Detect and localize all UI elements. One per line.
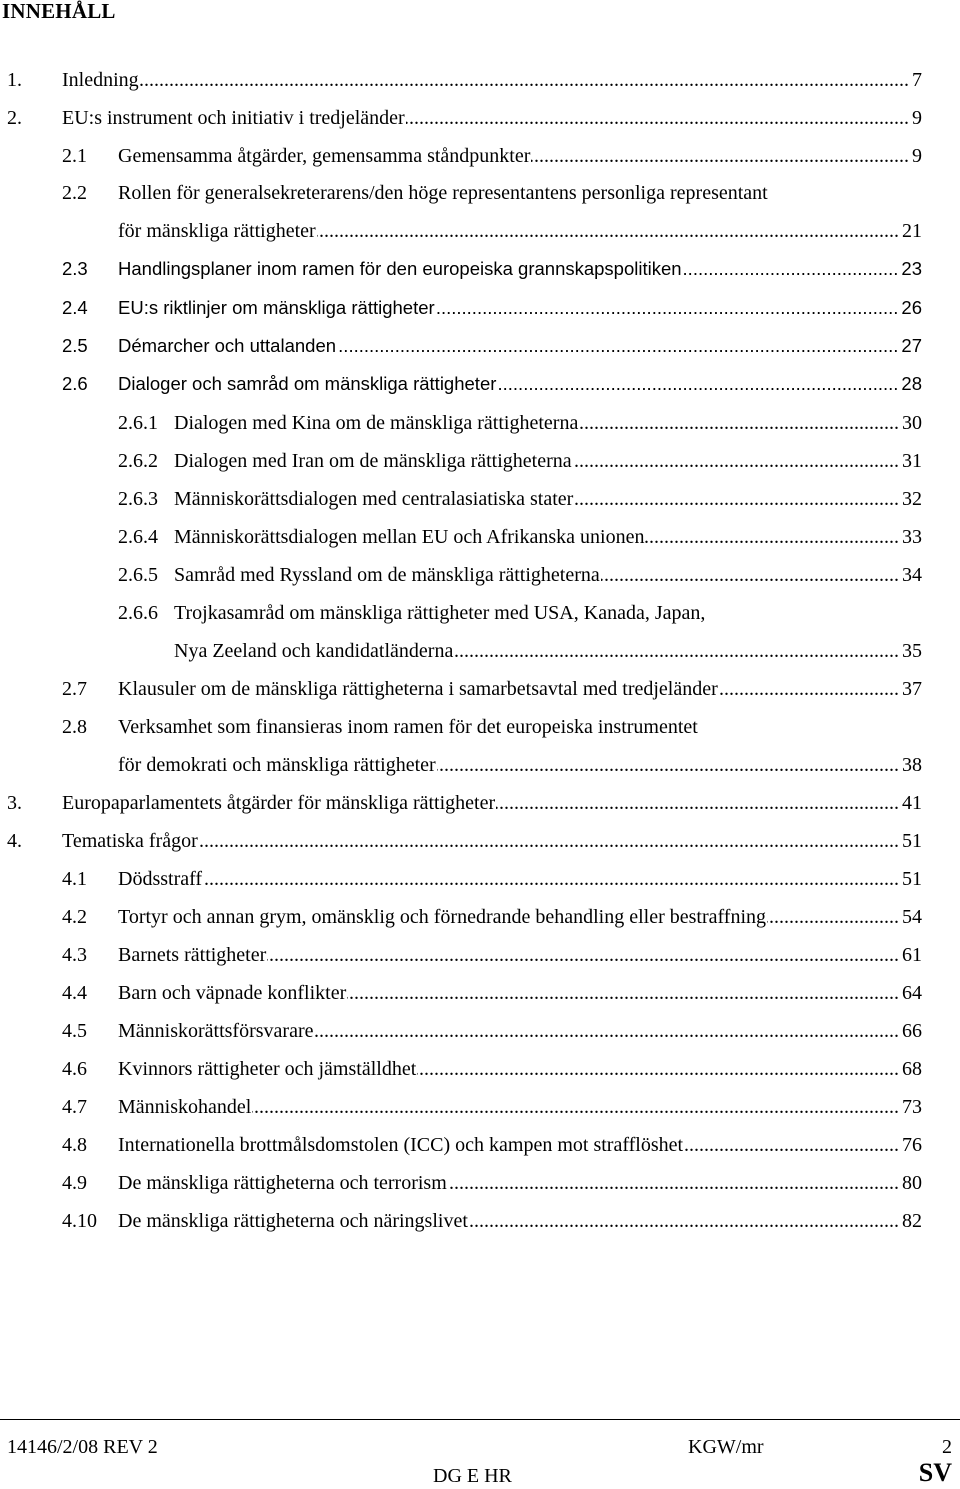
- footer-language: SV: [918, 1458, 952, 1487]
- toc-entry-page: 41: [902, 792, 922, 814]
- toc-entry-title: Démarcher och uttalanden: [118, 335, 337, 356]
- toc-entry-title: Tortyr och annan grym, omänsklig och förnedrande behandling eller bestraffning: [118, 906, 767, 928]
- toc-entry-title: Människorättsförsvarare: [118, 1020, 314, 1042]
- toc-entry-page: 32: [902, 488, 922, 510]
- toc-entry-page: 9: [912, 107, 922, 129]
- toc-entry-number: 4.10: [62, 1210, 97, 1232]
- toc-entry-number: 2.6.6: [118, 602, 158, 624]
- toc-entry-title: Barnets rättigheter: [118, 944, 267, 966]
- footer-dept: DG E HR: [433, 1465, 512, 1487]
- dot-leader: [684, 1133, 899, 1157]
- toc-entry-page: 82: [902, 1210, 922, 1232]
- dot-leader: [267, 943, 899, 967]
- toc-entry-page: 31: [902, 450, 922, 472]
- dot-leader: [337, 334, 898, 358]
- toc-entry-page: 76: [902, 1134, 922, 1156]
- dot-leader: [406, 106, 909, 130]
- dot-leader: [199, 829, 899, 853]
- toc-entry-title: Kvinnors rättigheter och jämställdhet: [118, 1058, 417, 1080]
- toc-entry-number: 2.2: [62, 182, 87, 204]
- toc-entry-number: 3.: [7, 792, 22, 814]
- toc-entry-number: 2.8: [62, 716, 87, 738]
- dot-leader: [719, 677, 899, 701]
- toc-entry-title: EU:s instrument och initiativ i tredjeländer: [62, 107, 405, 129]
- footer-author: KGW/mr: [688, 1436, 764, 1458]
- dot-leader: [574, 487, 899, 511]
- toc-entry-number: 4.: [7, 830, 22, 852]
- toc-entry-number: 2.5: [62, 335, 88, 356]
- toc-entry-title-continued: för demokrati och mänskliga rättigheter: [118, 754, 436, 776]
- dot-leader: [203, 867, 899, 891]
- dot-leader: [469, 1209, 899, 1233]
- dot-leader: [315, 1019, 900, 1043]
- toc-entry-page: 80: [902, 1172, 922, 1194]
- footer-page-number: 2: [942, 1436, 952, 1458]
- toc-entry-number: 4.9: [62, 1172, 87, 1194]
- toc-entry-number: 2.1: [62, 145, 87, 167]
- toc-entry-page: 30: [902, 412, 922, 434]
- toc-entry-page: 27: [901, 335, 922, 356]
- toc-entry-page: 34: [902, 564, 922, 586]
- footer-divider: [0, 1419, 960, 1420]
- dot-leader: [436, 296, 899, 320]
- dot-leader: [579, 411, 899, 435]
- dot-leader: [347, 981, 899, 1005]
- toc-entry-page: 64: [902, 982, 922, 1004]
- dot-leader: [645, 525, 899, 549]
- toc-entry-number: 2.6: [62, 373, 88, 394]
- toc-entry-number: 2.4: [62, 297, 88, 318]
- dot-leader: [448, 1171, 899, 1195]
- toc-heading: INNEHÅLL: [2, 0, 116, 23]
- toc-entry-page: 23: [901, 258, 922, 279]
- toc-entry-title: Rollen för generalsekreterarens/den höge representantens personliga representant: [118, 182, 768, 204]
- toc-entry-page: 35: [902, 640, 922, 662]
- toc-entry-number: 2.6.3: [118, 488, 158, 510]
- toc-entry-number: 4.3: [62, 944, 87, 966]
- toc-entry-page: 7: [912, 69, 922, 91]
- toc-entry-number: 2.6.1: [118, 412, 158, 434]
- toc-entry-page: 33: [902, 526, 922, 548]
- toc-entry-number: 2.7: [62, 678, 87, 700]
- footer-doc-ref: 14146/2/08 REV 2: [7, 1436, 158, 1458]
- toc-entry-title-continued: Nya Zeeland och kandidatländerna: [174, 640, 454, 662]
- dot-leader: [437, 753, 899, 777]
- toc-entry-title: Dialoger och samråd om mänskliga rättigheter: [118, 373, 497, 394]
- toc-entry-number: 2.6.4: [118, 526, 158, 548]
- toc-entry-page: 61: [902, 944, 922, 966]
- dot-leader: [317, 219, 899, 243]
- toc-entry-title: Handlingsplaner inom ramen för den europeiska grannskapspolitiken: [118, 258, 682, 279]
- toc-entry-number: 4.6: [62, 1058, 87, 1080]
- toc-entry-page: 9: [912, 145, 922, 167]
- toc-entry-title: De mänskliga rättigheterna och terrorism: [118, 1172, 447, 1194]
- toc-entry-number: 4.7: [62, 1096, 87, 1118]
- dot-leader: [683, 257, 899, 281]
- toc-entry-number: 4.2: [62, 906, 87, 928]
- toc-entry-page: 66: [902, 1020, 922, 1042]
- toc-entry-number: 2.3: [62, 258, 88, 279]
- toc-entry-title: Trojkasamråd om mänskliga rättigheter med USA, Kanada, Japan,: [174, 602, 706, 624]
- toc-entry-title: Barn och väpnade konflikter: [118, 982, 347, 1004]
- toc-entry-title: Europaparlamentets åtgärder för mänskliga rättigheter: [62, 792, 496, 814]
- dot-leader: [531, 144, 909, 168]
- dot-leader: [496, 791, 899, 815]
- toc-entry-title: Internationella brottmålsdomstolen (ICC) och kampen mot strafflöshet: [118, 1134, 684, 1156]
- toc-entry-page: 51: [902, 830, 922, 852]
- toc-entry-title-continued: för mänskliga rättigheter: [118, 220, 316, 242]
- dot-leader: [573, 449, 899, 473]
- toc-entry-title: Dialogen med Kina om de mänskliga rättigheterna: [174, 412, 579, 434]
- toc-entry-title: Samråd med Ryssland om de mänskliga rättigheterna: [174, 564, 600, 586]
- toc-entry-page: 51: [902, 868, 922, 890]
- dot-leader: [601, 563, 899, 587]
- toc-entry-title: Människorättsdialogen med centralasiatiska stater: [174, 488, 574, 510]
- toc-entry-page: 37: [902, 678, 922, 700]
- toc-entry-page: 68: [902, 1058, 922, 1080]
- toc-entry-page: 21: [902, 220, 922, 242]
- toc-entry-title: Människohandel: [118, 1096, 252, 1118]
- toc-entry-page: 38: [902, 754, 922, 776]
- toc-entry-page: 28: [901, 373, 922, 394]
- toc-entry-title: Människorättsdialogen mellan EU och Afrikanska unionen: [174, 526, 645, 548]
- toc-entry-title: De mänskliga rättigheterna och näringslivet: [118, 1210, 468, 1232]
- toc-entry-title: Klausuler om de mänskliga rättigheterna i samarbetsavtal med tredjeländer: [118, 678, 718, 700]
- toc-entry-number: 4.8: [62, 1134, 87, 1156]
- toc-entry-number: 4.1: [62, 868, 87, 890]
- toc-entry-title: Inledning: [62, 69, 139, 91]
- toc-entry-page: 73: [902, 1096, 922, 1118]
- dot-leader: [767, 905, 899, 929]
- toc-entry-number: 2.6.5: [118, 564, 158, 586]
- toc-entry-title: Verksamhet som finansieras inom ramen för det europeiska instrumentet: [118, 716, 698, 738]
- toc-entry-title: Dialogen med Iran om de mänskliga rättigheterna: [174, 450, 572, 472]
- dot-leader: [454, 639, 899, 663]
- toc-entry-title: Gemensamma åtgärder, gemensamma ståndpunkter: [118, 145, 531, 167]
- dot-leader: [417, 1057, 899, 1081]
- toc-entry-title: EU:s riktlinjer om mänskliga rättigheter: [118, 297, 435, 318]
- toc-entry-number: 2.: [7, 107, 22, 129]
- toc-entry-number: 4.4: [62, 982, 87, 1004]
- toc-entry-title: Tematiska frågor: [62, 830, 198, 852]
- dot-leader: [252, 1095, 899, 1119]
- toc-entry-title: Dödsstraff: [118, 868, 203, 890]
- toc-entry-page: 54: [902, 906, 922, 928]
- toc-entry-page: 26: [901, 297, 922, 318]
- toc-entry-number: 1.: [7, 69, 22, 91]
- toc-entry-number: 2.6.2: [118, 450, 158, 472]
- dot-leader: [497, 372, 898, 396]
- dot-leader: [140, 68, 909, 92]
- toc-entry-number: 4.5: [62, 1020, 87, 1042]
